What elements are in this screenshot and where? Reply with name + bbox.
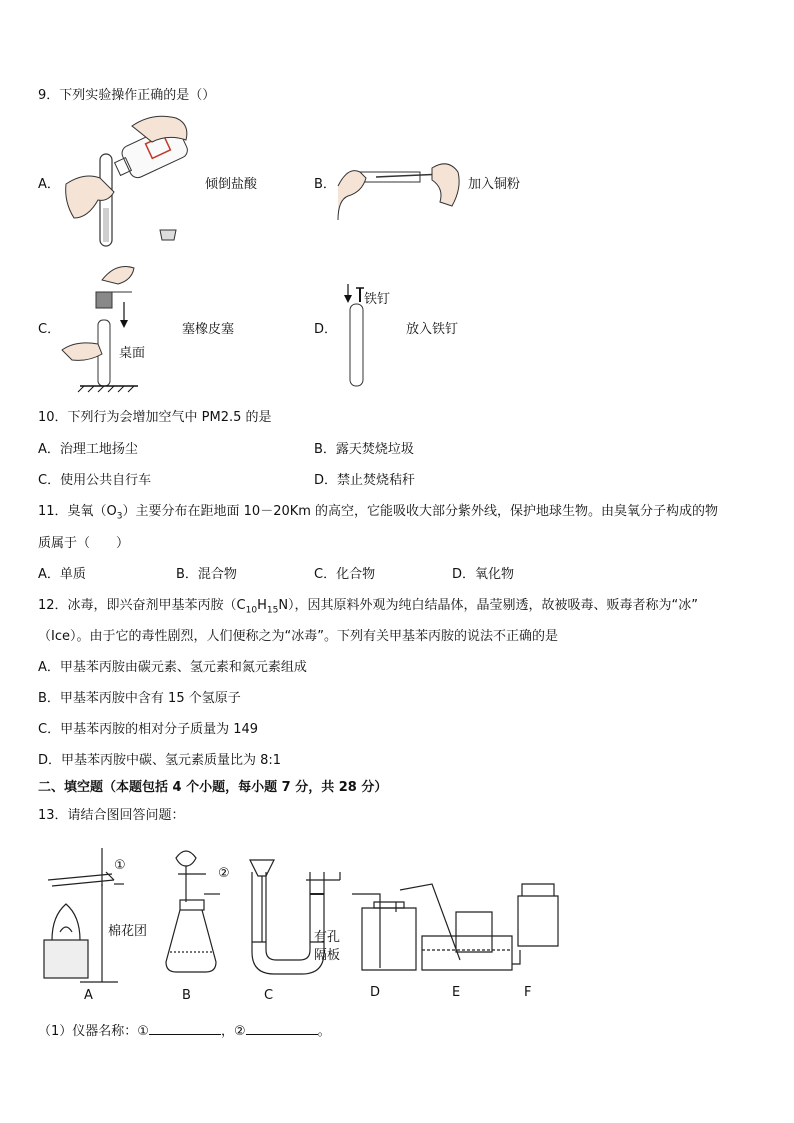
label-circle-2: ② — [218, 866, 230, 881]
q13-sub1-separator: ，② — [220, 1024, 246, 1039]
q9-option-b-letter: B． — [314, 177, 336, 192]
add-copper-powder-illustration — [336, 156, 466, 216]
apparatus-label-f: F — [524, 985, 532, 1000]
q12-stem-line2: （Ice）。由于它的毒性剧烈，人们便称之为“冰毒”。下列有关甲基苯丙胺的说法不正确的是 — [38, 629, 558, 644]
pour-acid-illustration — [62, 108, 202, 248]
q13-stem: 13．请结合图回答问题： — [38, 808, 185, 823]
label-cotton: 棉花团 — [108, 924, 148, 939]
q10-option-b: B．露天焚烧垃圾 — [314, 442, 414, 457]
label-circle-1: ① — [114, 858, 126, 873]
apparatus-e-drawing — [400, 884, 512, 970]
apparatus-a-drawing — [44, 848, 124, 982]
q13-subquestion-1 — [38, 1020, 331, 1039]
q12-sub1: 10 — [245, 605, 258, 616]
iron-nail-label: 铁钉 — [364, 292, 391, 307]
q11-stem-line1 — [38, 500, 718, 522]
table-surface-label: 桌面 — [119, 346, 146, 361]
apparatus-d-drawing — [352, 894, 416, 970]
q9-option-a-caption: 倾倒盐酸 — [205, 177, 258, 192]
q11-stem-pre: 11．臭氧（O — [38, 504, 117, 519]
q9-option-c-caption: 塞橡皮塞 — [182, 322, 235, 337]
q12-mid2: N），因其原料外观为纯白结晶体，晶莹剔透，故被吸毒、贩毒者称为“冰” — [278, 598, 699, 613]
q9-stem: 9．下列实验操作正确的是（） — [38, 88, 216, 103]
q11-option-c: C．化合物 — [314, 567, 376, 582]
q12-option-b: B．甲基苯丙胺中含有 15 个氢原子 — [38, 691, 241, 706]
answer-blank-2[interactable] — [246, 1022, 318, 1035]
q12-option-d: D．甲基苯丙胺中碳、氢元素质量比为 8:1 — [38, 753, 282, 768]
q12-stem-line1 — [38, 594, 698, 616]
apparatus-label-e: E — [452, 985, 461, 1000]
insert-stopper-illustration — [62, 262, 178, 394]
apparatus-f-drawing — [512, 884, 558, 964]
q12-option-a: A．甲基苯丙胺由碳元素、氢元素和氮元素组成 — [38, 660, 307, 675]
q9-option-b-caption: 加入铜粉 — [468, 177, 521, 192]
q9-option-d-letter: D． — [314, 322, 338, 337]
apparatus-b-drawing — [166, 851, 220, 972]
answer-blank-1[interactable] — [149, 1022, 221, 1035]
q9-option-d-caption: 放入铁钉 — [406, 322, 459, 337]
q11-stem-post: ）主要分布在距地面 10－20Km 的高空，它能吸收大部分紫外线，保护地球生物。由臭氧分子构成的物 — [122, 504, 719, 519]
q12-option-c: C．甲基苯丙胺的相对分子质量为 149 — [38, 722, 259, 737]
q10-option-c: C．使用公共自行车 — [38, 473, 152, 488]
q12-sub2: 15 — [266, 605, 279, 616]
q11-stem-line2: 质属于（ ） — [38, 536, 130, 551]
label-porous-2: 隔板 — [314, 948, 341, 963]
apparatus-label-b: B — [182, 988, 191, 1003]
q11-stem-sub: 3 — [116, 511, 123, 522]
q12-stem-pre: 12．冰毒，即兴奋剂甲基苯丙胺（C — [38, 598, 246, 613]
q13-sub1-prefix: （1）仪器名称：① — [38, 1024, 149, 1039]
apparatus-label-a: A — [84, 988, 93, 1003]
q12-mid1: H — [257, 598, 267, 613]
apparatus-label-d: D — [370, 985, 381, 1000]
q10-option-d: D．禁止焚烧秸秆 — [314, 473, 416, 488]
apparatus-label-c: C — [264, 988, 274, 1003]
section-heading: 二、填空题（本题包括 4 个小题，每小题 7 分，共 28 分） — [38, 780, 388, 795]
q10-option-a: A．治理工地扬尘 — [38, 442, 138, 457]
q10-stem: 10．下列行为会增加空气中 PM2.5 的是 — [38, 410, 272, 425]
q13-sub1-end: 。 — [317, 1024, 331, 1039]
label-porous-1: 有孔 — [314, 930, 341, 945]
q9-option-a-letter: A． — [38, 177, 60, 192]
q11-option-a: A．单质 — [38, 567, 86, 582]
q9-option-c-letter: C． — [38, 322, 61, 337]
q11-option-b: B．混合物 — [176, 567, 237, 582]
q11-option-d: D．氧化物 — [452, 567, 515, 582]
